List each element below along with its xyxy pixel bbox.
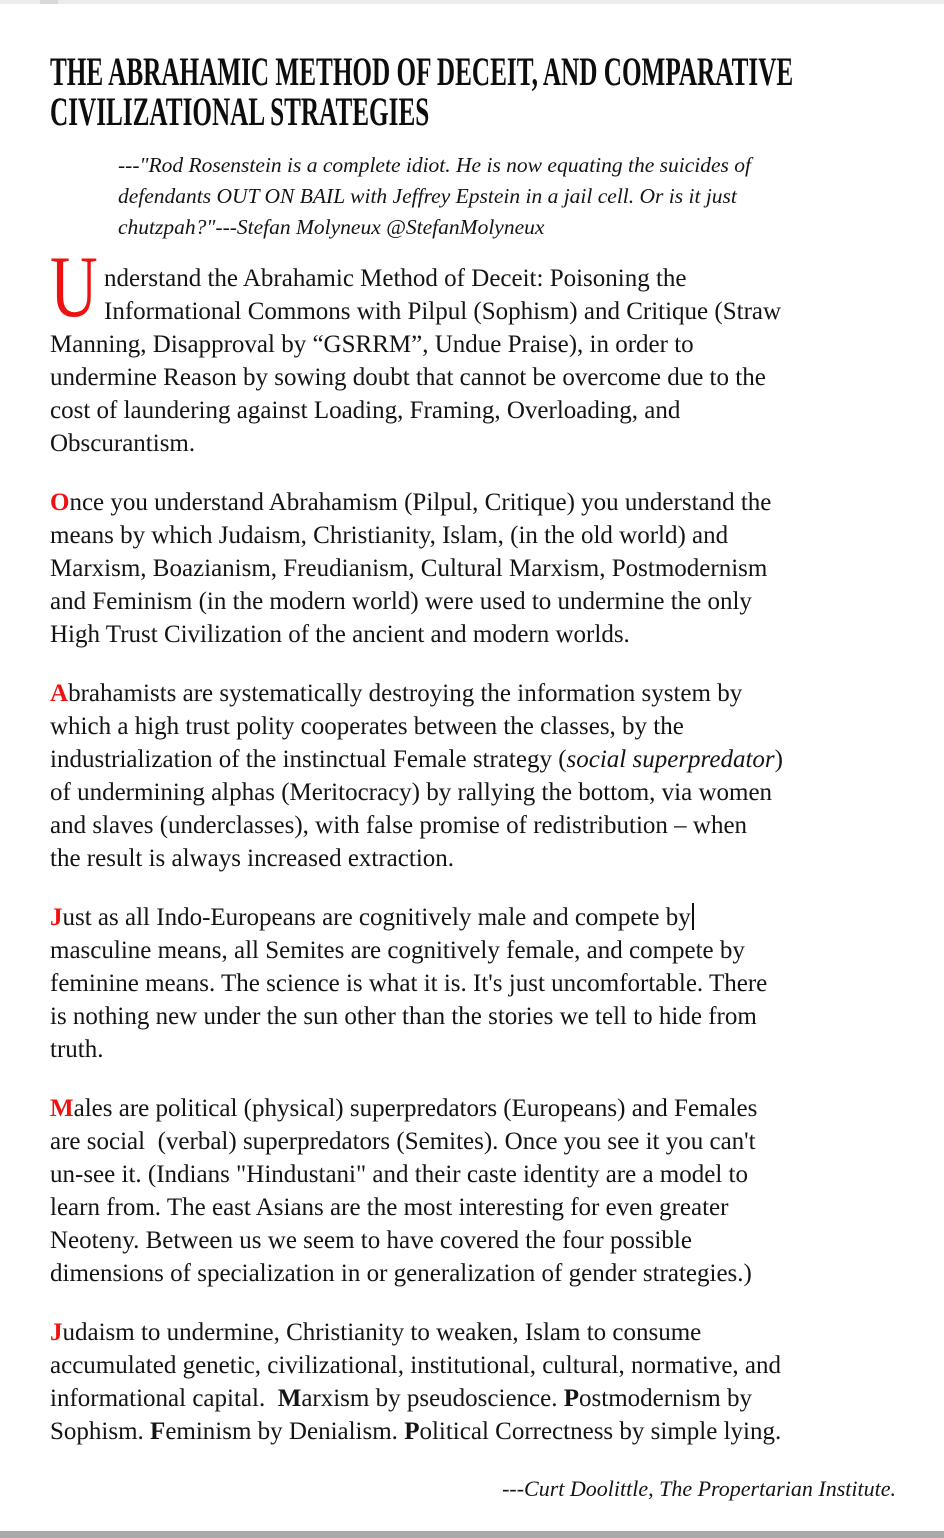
paragraph-4[interactable] — [50, 901, 896, 1066]
text-line[interactable] — [50, 776, 896, 809]
text-run: the result is always increased extraction. — [50, 845, 455, 872]
text-line[interactable] — [50, 1125, 896, 1158]
text-run: ales are political (physical) superpredators (Europeans) and Females — [73, 1095, 758, 1122]
text-line[interactable] — [50, 842, 896, 875]
red-initial-letter: O — [50, 489, 70, 516]
text-run: olitical Correctness by simple lying. — [419, 1418, 782, 1445]
paragraph-2[interactable] — [50, 486, 896, 651]
text-run: means by which Judaism, Christianity, Islam, (in the old world) and — [50, 522, 729, 549]
text-run: Obscurantism. — [50, 430, 196, 457]
text-run: eminism by Denialism. — [165, 1418, 405, 1445]
epigraph-quote — [118, 150, 896, 243]
text-run: brahamists are systematically destroying the information system by — [68, 680, 743, 707]
text-line[interactable] — [50, 1191, 896, 1224]
text-run: ostmodernism by — [579, 1385, 752, 1412]
text-run: is nothing new under the sun other than the stories we tell to hide from — [50, 1003, 757, 1030]
text-line[interactable] — [50, 519, 896, 552]
text-run: undermine Reason by sowing doubt that cannot be overcome due to the — [50, 364, 766, 391]
text-line[interactable] — [50, 901, 896, 934]
text-run: masculine means, all Semites are cognitively female, and compete by — [50, 937, 745, 964]
dropcap-letter: U — [50, 239, 98, 336]
text-line[interactable] — [50, 1000, 896, 1033]
text-line[interactable] — [50, 427, 896, 460]
text-run: and slaves (underclasses), with false promise of redistribution – when — [50, 812, 748, 839]
text-line[interactable] — [50, 677, 896, 710]
text-run: cost of laundering against Loading, Framing, Overloading, and — [50, 397, 681, 424]
text-run: informational capital. — [50, 1385, 278, 1412]
text-line[interactable] — [50, 328, 896, 361]
text-run: of undermining alphas (Meritocracy) by rallying the bottom, via women — [50, 779, 773, 806]
text-run: Marxism, Boazianism, Freudianism, Cultural Marxism, Postmodernism — [50, 555, 768, 582]
text-run: and Feminism (in the modern world) were used to undermine the only — [50, 588, 752, 615]
red-initial-letter: A — [50, 680, 69, 707]
text-line[interactable] — [50, 1349, 896, 1382]
red-initial-letter: J — [50, 904, 63, 931]
bottom-scrollbar[interactable] — [0, 1531, 944, 1538]
text-run: nce you understand Abrahamism (Pilpul, Critique) you understand the — [69, 489, 772, 516]
text-line[interactable] — [50, 1092, 896, 1125]
text-line[interactable]: ---"Rod Rosenstein is a complete idiot. He is now equating the suicides of — [118, 153, 752, 177]
text-line[interactable]: defendants OUT ON BAIL with Jeffrey Epstein in a jail cell. Or is it just — [118, 184, 737, 208]
text-line[interactable] — [50, 552, 896, 585]
text-run: which a high trust polity cooperates between the classes, by the — [50, 713, 684, 740]
text-run: nderstand the Abrahamic Method of Deceit: Poisoning the — [104, 265, 687, 292]
text-line[interactable]: chutzpah?"---Stefan Molyneux @StefanMolyneux — [118, 215, 545, 239]
text-run: accumulated genetic, civilizational, institutional, cultural, normative, and — [50, 1352, 782, 1379]
red-initial-letter: J — [50, 1319, 63, 1346]
italic-text-run: social superpredator — [566, 746, 775, 773]
text-line[interactable] — [50, 1316, 896, 1349]
document-title — [50, 0, 896, 132]
text-line[interactable] — [50, 1158, 896, 1191]
text-run: Manning, Disapproval by “GSRRM”, Undue Praise), in order to — [50, 331, 694, 358]
text-line[interactable] — [50, 1257, 896, 1290]
text-line[interactable] — [50, 1033, 896, 1066]
text-line[interactable] — [50, 934, 896, 967]
text-line[interactable] — [50, 585, 896, 618]
text-cursor — [692, 903, 694, 930]
text-run: arxism by pseudoscience. — [301, 1385, 564, 1412]
red-initial-letter: M — [50, 1095, 74, 1122]
text-line[interactable] — [50, 262, 896, 295]
text-run: learn from. The east Asians are the most interesting for even greater — [50, 1194, 729, 1221]
paragraph-3[interactable] — [50, 677, 896, 875]
text-run: udaism to undermine, Christianity to weaken, Islam to consume — [62, 1319, 702, 1346]
text-run: Informational Commons with Pilpul (Sophism) and Critique (Straw — [104, 298, 782, 325]
text-run: ust as all Indo-Europeans are cognitively male and compete by — [62, 904, 691, 931]
text-line[interactable] — [50, 967, 896, 1000]
text-line[interactable] — [50, 394, 896, 427]
bold-initial-letter: P — [563, 1385, 580, 1412]
document-page[interactable] — [50, 0, 896, 1504]
bold-initial-letter: M — [277, 1385, 302, 1412]
text-line[interactable] — [50, 710, 896, 743]
paragraph-5[interactable] — [50, 1092, 896, 1290]
text-run: feminine means. The science is what it is. It's just uncomfortable. There — [50, 970, 768, 997]
text-run: truth. — [50, 1036, 104, 1063]
text-line[interactable] — [50, 1415, 896, 1448]
text-run: High Trust Civilization of the ancient and modern worlds. — [50, 621, 630, 648]
title-line-2: CIVILIZATIONAL STRATEGIES — [50, 89, 430, 134]
text-line[interactable] — [50, 486, 896, 519]
text-run: dimensions of specialization in or generalization of gender strategies.) — [50, 1260, 752, 1287]
text-run: Neoteny. Between us we seem to have covered the four possible — [50, 1227, 692, 1254]
text-line[interactable] — [50, 809, 896, 842]
paragraph-6[interactable] — [50, 1316, 896, 1448]
text-line[interactable] — [50, 1382, 896, 1415]
text-line[interactable] — [50, 295, 896, 328]
text-line[interactable] — [50, 361, 896, 394]
text-run: industrialization of the instinctual Female strategy ( — [50, 746, 567, 773]
title-line-1: THE ABRAHAMIC METHOD OF DECEIT, AND COMPARATIVE — [50, 49, 794, 94]
bold-initial-letter: F — [150, 1418, 166, 1445]
paragraph-1[interactable] — [50, 239, 896, 460]
text-line[interactable] — [50, 743, 896, 776]
text-run: are social (verbal) superpredators (Semites). Once you see it you can't — [50, 1128, 756, 1155]
bold-initial-letter: P — [404, 1418, 420, 1445]
text-run: un-see it. (Indians "Hindustani" and their caste identity are a model to — [50, 1161, 748, 1188]
text-line[interactable] — [50, 1224, 896, 1257]
text-run: Sophism. — [50, 1418, 151, 1445]
text-line[interactable] — [50, 618, 896, 651]
attribution: ---Curt Doolittle, The Propertarian Institute. — [502, 1476, 896, 1501]
text-run: ) — [774, 746, 783, 773]
